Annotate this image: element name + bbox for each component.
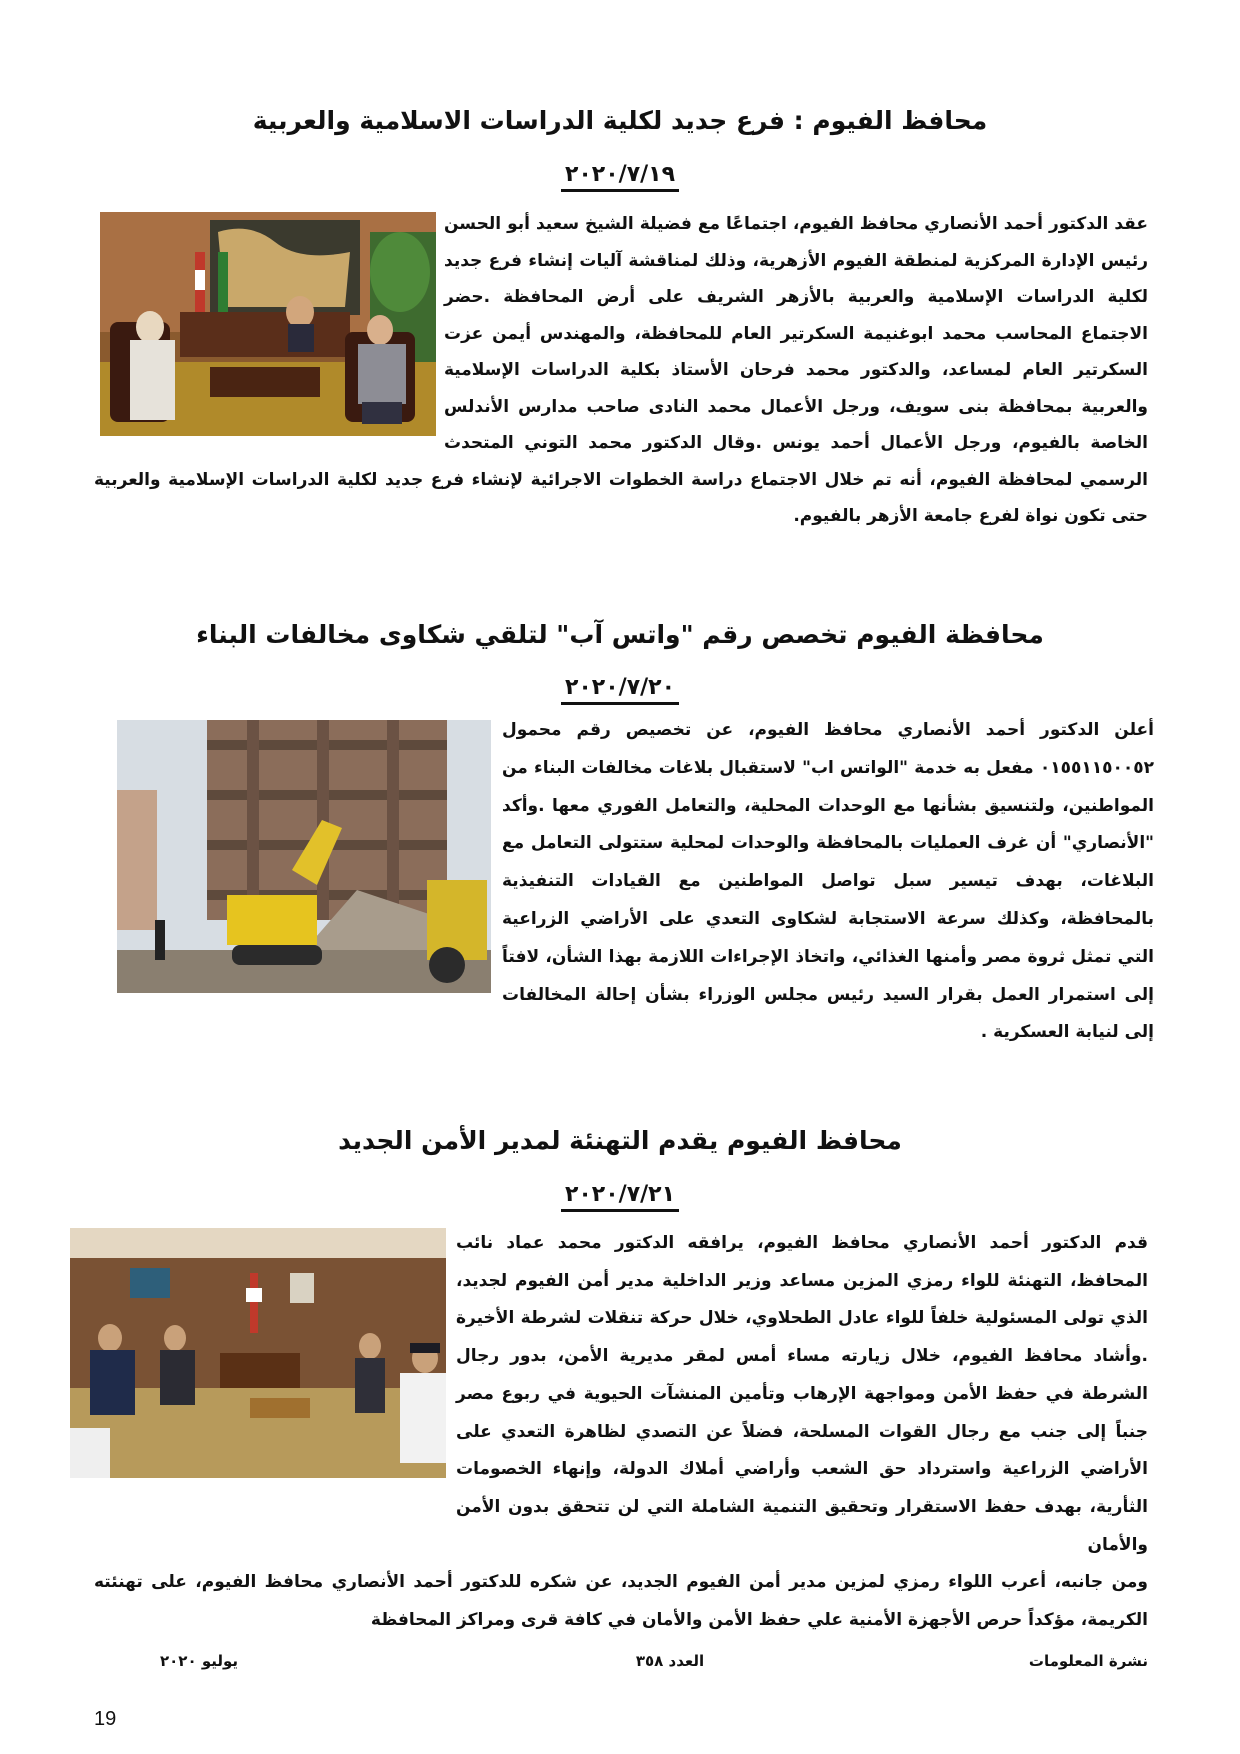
article-3-paragraph-2: ومن جانبه، أعرب اللواء رمزي لمزين مدير أمن الفيوم الجديد، عن شكره للدكتور أحمد الأنصاري محافظ الفيوم، على تهنئته الكريمة، مؤكداً حرص الأجهزة الأمنية علي حفظ الأمن والأمان في كافة قرى ومراكز المحافظة	[94, 1572, 1148, 1631]
page-number: 19	[94, 1708, 117, 1730]
article-1-title: محافظ الفيوم : فرع جديد لكلية الدراسات الاسلامية والعربية	[252, 106, 988, 135]
footer-month: يوليو ٢٠٢٠	[160, 1652, 239, 1670]
article-1-date: ٢٠٢٠/٧/١٩	[0, 162, 1240, 187]
article-3-title: محافظ الفيوم يقدم التهنئة لمدير الأمن الجديد	[338, 1126, 902, 1155]
article-2-title: محافظة الفيوم تخصص رقم "واتس آب" لتلقي شكاوى مخالفات البناء	[196, 620, 1044, 649]
article-3-paragraph-1: قدم الدكتور أحمد الأنصاري محافظ الفيوم، يرافقه الدكتور محمد عماد نائب المحافظ، التهنئة للواء رمزي المزين مساعد وزير الداخلية مدير أمن الفيوم لجديد، الذي تولى المسئولية خلفاً للواء عادل الطحلاوي، خلال حركة تنقلات لشرطة الأخيرة .وأشاد محافظ الفيوم، خلال زيارته مساء أمس لمقر مديرية الأمن، بدور رجال الشرطة في حفظ الأمن ومواجهة الإرهاب وتأمين المنشآت الحيوية في ربوع مصر جنباً إلى جنب مع رجال القوات المسلحة، فضلاً عن التصدي لظاهرة التعدي على الأراضي الزراعية واسترداد حق الشعب وأراضي أملاك الدولة، وإنهاء الخصومات الثأرية، بهدف حفظ الاستقرار وتحقيق التنمية الشاملة التي لن تتحقق بدون الأمن والأمان	[456, 1233, 1148, 1555]
footer-issue: العدد ٣٥٨	[635, 1652, 705, 1670]
article-1-body	[94, 206, 1148, 535]
footer-publication: نشرة المعلومات	[1028, 1652, 1148, 1670]
article-2-paragraph: أعلن الدكتور أحمد الأنصاري محافظ الفيوم، عن تخصيص رقم محمول ٠١٥٥١١٥٠٠٥٢ مفعل به خدمة "الواتس اب" لاستقبال بلاغات مخالفات البناء من المواطنين، ولتنسيق بشأنها مع الوحدات المحلية، والتعامل الفوري معها .وأكد "الأنصاري" أن غرف العمليات بالمحافظة والوحدات لمحلية ستتولى التعامل مع البلاغات، بهدف تيسير سبل تواصل المواطنين مع القيادات التنفيذية بالمحافظة، وكذلك سرعة الاستجابة لشكاوى التعدي على الأراضي الزراعية التي تمثل ثروة مصر وأمنها الغذائي، واتخاذ الإجراءات اللازمة بهذا الشأن، لافتاً إلى استمرار العمل بقرار السيد رئيس مجلس الوزراء بشأن إحالة المخالفات إلى لنيابة العسكرية .	[502, 720, 1154, 1043]
article-2-date: ٢٠٢٠/٧/٢٠	[0, 675, 1240, 700]
article-3-body	[94, 1225, 1148, 1640]
article-2-body	[117, 712, 1154, 1052]
article-1-paragraph: عقد الدكتور أحمد الأنصاري محافظ الفيوم، اجتماعًا مع فضيلة الشيخ سعيد أبو الحسن رئيس الإدارة المركزية لمنطقة الفيوم الأزهرية، وذلك لمناقشة آليات إنشاء فرع جديد لكلية الدراسات الإسلامية والعربية بالأزهر الشريف على أرض المحافظة .حضر الاجتماع المحاسب محمد ابوغنيمة السكرتير العام للمحافظة، والمهندس أيمن عزت السكرتير العام لمساعد، والدكتور محمد فرحان الأستاذ بكلية الدراسات الإسلامية والعربية بمحافظة بنى سويف، ورجل الأعمال محمد النادى صاحب مدارس الأندلس الخاصة بالفيوم، ورجل الأعمال أحمد يونس .وقال الدكتور محمد التوني المتحدث الرسمي لمحافظة الفيوم، أنه تم خلال الاجتماع دراسة الخطوات الاجرائية لإنشاء فرع جديد لكلية الدراسات الإسلامية والعربية حتى تكون نواة لفرع جامعة الأزهر بالفيوم.	[94, 214, 1148, 526]
article-3-date: ٢٠٢٠/٧/٢١	[0, 1182, 1240, 1207]
